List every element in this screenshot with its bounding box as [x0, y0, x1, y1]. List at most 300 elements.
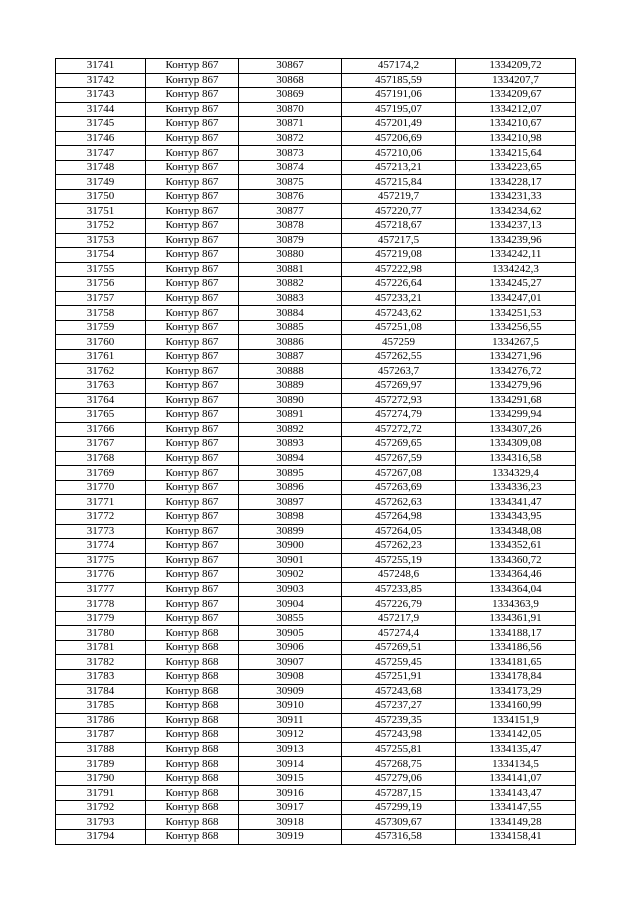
x-coordinate-cell: 457243,98: [342, 728, 456, 743]
contour-name-cell: Контур 867: [146, 233, 239, 248]
contour-name-cell: Контур 868: [146, 699, 239, 714]
vertex-number-cell: 30882: [239, 277, 342, 292]
y-coordinate-cell: 1334181,65: [456, 655, 576, 670]
table-row: [56, 626, 576, 641]
y-coordinate-cell: 1334276,72: [456, 364, 576, 379]
table-row: [56, 771, 576, 786]
table-row: [56, 829, 576, 844]
x-coordinate-cell: 457279,06: [342, 771, 456, 786]
y-coordinate-cell: 1334307,26: [456, 422, 576, 437]
x-coordinate-cell: 457220,77: [342, 204, 456, 219]
contour-name-cell: Контур 867: [146, 509, 239, 524]
contour-name-cell: Контур 867: [146, 422, 239, 437]
vertex-number-cell: 30883: [239, 291, 342, 306]
vertex-number-cell: 30918: [239, 815, 342, 830]
table-row: [56, 59, 576, 74]
point-id-cell: 31769: [56, 466, 146, 481]
x-coordinate-cell: 457217,9: [342, 611, 456, 626]
contour-name-cell: Контур 867: [146, 451, 239, 466]
contour-name-cell: Контур 867: [146, 611, 239, 626]
table-row: [56, 684, 576, 699]
y-coordinate-cell: 1334271,96: [456, 349, 576, 364]
contour-name-cell: Контур 867: [146, 349, 239, 364]
table-row: [56, 364, 576, 379]
vertex-number-cell: 30855: [239, 611, 342, 626]
contour-name-cell: Контур 867: [146, 117, 239, 132]
table-row: [56, 728, 576, 743]
contour-name-cell: Контур 867: [146, 160, 239, 175]
y-coordinate-cell: 1334251,53: [456, 306, 576, 321]
table-row: [56, 379, 576, 394]
vertex-number-cell: 30886: [239, 335, 342, 350]
vertex-number-cell: 30894: [239, 451, 342, 466]
x-coordinate-cell: 457262,63: [342, 495, 456, 510]
contour-name-cell: Контур 867: [146, 102, 239, 117]
x-coordinate-cell: 457206,69: [342, 131, 456, 146]
point-id-cell: 31749: [56, 175, 146, 190]
y-coordinate-cell: 1334186,56: [456, 640, 576, 655]
contour-name-cell: Контур 867: [146, 277, 239, 292]
x-coordinate-cell: 457191,06: [342, 88, 456, 103]
point-id-cell: 31784: [56, 684, 146, 699]
y-coordinate-cell: 1334343,95: [456, 509, 576, 524]
x-coordinate-cell: 457309,67: [342, 815, 456, 830]
x-coordinate-cell: 457219,7: [342, 189, 456, 204]
y-coordinate-cell: 1334348,08: [456, 524, 576, 539]
contour-name-cell: Контур 867: [146, 306, 239, 321]
x-coordinate-cell: 457287,15: [342, 786, 456, 801]
y-coordinate-cell: 1334231,33: [456, 189, 576, 204]
table-row: [56, 553, 576, 568]
point-id-cell: 31741: [56, 59, 146, 74]
vertex-number-cell: 30903: [239, 582, 342, 597]
table-row: [56, 422, 576, 437]
x-coordinate-cell: 457195,07: [342, 102, 456, 117]
contour-name-cell: Контур 867: [146, 466, 239, 481]
x-coordinate-cell: 457174,2: [342, 59, 456, 74]
x-coordinate-cell: 457226,79: [342, 597, 456, 612]
point-id-cell: 31745: [56, 117, 146, 132]
y-coordinate-cell: 1334279,96: [456, 379, 576, 394]
vertex-number-cell: 30917: [239, 800, 342, 815]
vertex-number-cell: 30873: [239, 146, 342, 161]
x-coordinate-cell: 457185,59: [342, 73, 456, 88]
vertex-number-cell: 30897: [239, 495, 342, 510]
x-coordinate-cell: 457217,5: [342, 233, 456, 248]
table-row: [56, 509, 576, 524]
x-coordinate-cell: 457218,67: [342, 219, 456, 234]
point-id-cell: 31747: [56, 146, 146, 161]
x-coordinate-cell: 457264,05: [342, 524, 456, 539]
point-id-cell: 31748: [56, 160, 146, 175]
y-coordinate-cell: 1334242,3: [456, 262, 576, 277]
table-row: [56, 248, 576, 263]
point-id-cell: 31779: [56, 611, 146, 626]
y-coordinate-cell: 1334352,61: [456, 539, 576, 554]
vertex-number-cell: 30888: [239, 364, 342, 379]
y-coordinate-cell: 1334160,99: [456, 699, 576, 714]
point-id-cell: 31771: [56, 495, 146, 510]
y-coordinate-cell: 1334247,01: [456, 291, 576, 306]
point-id-cell: 31757: [56, 291, 146, 306]
vertex-number-cell: 30914: [239, 757, 342, 772]
point-id-cell: 31788: [56, 742, 146, 757]
table-row: [56, 146, 576, 161]
x-coordinate-cell: 457316,58: [342, 829, 456, 844]
x-coordinate-cell: 457299,19: [342, 800, 456, 815]
point-id-cell: 31772: [56, 509, 146, 524]
table-row: [56, 102, 576, 117]
point-id-cell: 31761: [56, 349, 146, 364]
y-coordinate-cell: 1334209,72: [456, 59, 576, 74]
vertex-number-cell: 30902: [239, 568, 342, 583]
contour-name-cell: Контур 867: [146, 408, 239, 423]
vertex-number-cell: 30868: [239, 73, 342, 88]
contour-name-cell: Контур 868: [146, 771, 239, 786]
table-row: [56, 466, 576, 481]
contour-name-cell: Контур 868: [146, 757, 239, 772]
x-coordinate-cell: 457269,97: [342, 379, 456, 394]
y-coordinate-cell: 1334316,58: [456, 451, 576, 466]
y-coordinate-cell: 1334210,67: [456, 117, 576, 132]
table-row: [56, 437, 576, 452]
table-row: [56, 189, 576, 204]
vertex-number-cell: 30892: [239, 422, 342, 437]
y-coordinate-cell: 1334299,94: [456, 408, 576, 423]
x-coordinate-cell: 457219,08: [342, 248, 456, 263]
y-coordinate-cell: 1334188,17: [456, 626, 576, 641]
y-coordinate-cell: 1334291,68: [456, 393, 576, 408]
table-row: [56, 451, 576, 466]
table-row: [56, 713, 576, 728]
vertex-number-cell: 30890: [239, 393, 342, 408]
x-coordinate-cell: 457248,6: [342, 568, 456, 583]
vertex-number-cell: 30869: [239, 88, 342, 103]
contour-name-cell: Контур 867: [146, 146, 239, 161]
x-coordinate-cell: 457269,65: [342, 437, 456, 452]
y-coordinate-cell: 1334234,62: [456, 204, 576, 219]
y-coordinate-cell: 1334360,72: [456, 553, 576, 568]
x-coordinate-cell: 457255,19: [342, 553, 456, 568]
y-coordinate-cell: 1334151,9: [456, 713, 576, 728]
point-id-cell: 31762: [56, 364, 146, 379]
y-coordinate-cell: 1334210,98: [456, 131, 576, 146]
table-row: [56, 131, 576, 146]
x-coordinate-cell: 457215,84: [342, 175, 456, 190]
y-coordinate-cell: 1334329,4: [456, 466, 576, 481]
y-coordinate-cell: 1334147,55: [456, 800, 576, 815]
table-row: [56, 320, 576, 335]
point-id-cell: 31766: [56, 422, 146, 437]
y-coordinate-cell: 1334207,7: [456, 73, 576, 88]
table-row: [56, 495, 576, 510]
table-row: [56, 800, 576, 815]
y-coordinate-cell: 1334364,46: [456, 568, 576, 583]
contour-name-cell: Контур 868: [146, 800, 239, 815]
y-coordinate-cell: 1334143,47: [456, 786, 576, 801]
y-coordinate-cell: 1334245,27: [456, 277, 576, 292]
contour-name-cell: Контур 867: [146, 320, 239, 335]
x-coordinate-cell: 457251,08: [342, 320, 456, 335]
point-id-cell: 31791: [56, 786, 146, 801]
point-id-cell: 31759: [56, 320, 146, 335]
contour-name-cell: Контур 868: [146, 713, 239, 728]
point-id-cell: 31782: [56, 655, 146, 670]
table-row: [56, 306, 576, 321]
x-coordinate-cell: 457213,21: [342, 160, 456, 175]
vertex-number-cell: 30910: [239, 699, 342, 714]
x-coordinate-cell: 457263,7: [342, 364, 456, 379]
contour-name-cell: Контур 867: [146, 553, 239, 568]
x-coordinate-cell: 457268,75: [342, 757, 456, 772]
y-coordinate-cell: 1334239,96: [456, 233, 576, 248]
x-coordinate-cell: 457201,49: [342, 117, 456, 132]
table-row: [56, 669, 576, 684]
point-id-cell: 31781: [56, 640, 146, 655]
contour-name-cell: Контур 867: [146, 219, 239, 234]
contour-name-cell: Контур 867: [146, 262, 239, 277]
point-id-cell: 31768: [56, 451, 146, 466]
vertex-number-cell: 30919: [239, 829, 342, 844]
y-coordinate-cell: 1334336,23: [456, 480, 576, 495]
vertex-number-cell: 30913: [239, 742, 342, 757]
table-row: [56, 349, 576, 364]
contour-name-cell: Контур 867: [146, 379, 239, 394]
table-row: [56, 742, 576, 757]
vertex-number-cell: 30867: [239, 59, 342, 74]
point-id-cell: 31786: [56, 713, 146, 728]
table-row: [56, 204, 576, 219]
x-coordinate-cell: 457251,91: [342, 669, 456, 684]
point-id-cell: 31753: [56, 233, 146, 248]
point-id-cell: 31794: [56, 829, 146, 844]
table-row: [56, 757, 576, 772]
vertex-number-cell: 30880: [239, 248, 342, 263]
vertex-number-cell: 30907: [239, 655, 342, 670]
point-id-cell: 31776: [56, 568, 146, 583]
point-id-cell: 31789: [56, 757, 146, 772]
contour-name-cell: Контур 868: [146, 655, 239, 670]
vertex-number-cell: 30906: [239, 640, 342, 655]
contour-name-cell: Контур 867: [146, 175, 239, 190]
point-id-cell: 31751: [56, 204, 146, 219]
point-id-cell: 31750: [56, 189, 146, 204]
table-row: [56, 233, 576, 248]
point-id-cell: 31756: [56, 277, 146, 292]
x-coordinate-cell: 457233,85: [342, 582, 456, 597]
contour-name-cell: Контур 867: [146, 364, 239, 379]
contour-name-cell: Контур 868: [146, 684, 239, 699]
vertex-number-cell: 30911: [239, 713, 342, 728]
x-coordinate-cell: 457267,59: [342, 451, 456, 466]
table-row: [56, 524, 576, 539]
contour-name-cell: Контур 867: [146, 59, 239, 74]
coordinates-table-body: [56, 59, 576, 845]
y-coordinate-cell: 1334363,9: [456, 597, 576, 612]
contour-name-cell: Контур 867: [146, 568, 239, 583]
contour-name-cell: Контур 867: [146, 73, 239, 88]
vertex-number-cell: 30896: [239, 480, 342, 495]
vertex-number-cell: 30872: [239, 131, 342, 146]
vertex-number-cell: 30875: [239, 175, 342, 190]
vertex-number-cell: 30908: [239, 669, 342, 684]
x-coordinate-cell: 457243,68: [342, 684, 456, 699]
y-coordinate-cell: 1334223,65: [456, 160, 576, 175]
x-coordinate-cell: 457233,21: [342, 291, 456, 306]
x-coordinate-cell: 457264,98: [342, 509, 456, 524]
y-coordinate-cell: 1334141,07: [456, 771, 576, 786]
table-row: [56, 568, 576, 583]
contour-name-cell: Контур 867: [146, 582, 239, 597]
x-coordinate-cell: 457272,93: [342, 393, 456, 408]
vertex-number-cell: 30874: [239, 160, 342, 175]
vertex-number-cell: 30885: [239, 320, 342, 335]
contour-name-cell: Контур 867: [146, 539, 239, 554]
vertex-number-cell: 30884: [239, 306, 342, 321]
point-id-cell: 31742: [56, 73, 146, 88]
x-coordinate-cell: 457243,62: [342, 306, 456, 321]
contour-name-cell: Контур 867: [146, 291, 239, 306]
table-row: [56, 655, 576, 670]
y-coordinate-cell: 1334228,17: [456, 175, 576, 190]
table-row: [56, 117, 576, 132]
contour-name-cell: Контур 868: [146, 640, 239, 655]
vertex-number-cell: 30878: [239, 219, 342, 234]
vertex-number-cell: 30870: [239, 102, 342, 117]
contour-name-cell: Контур 868: [146, 669, 239, 684]
contour-name-cell: Контур 867: [146, 437, 239, 452]
x-coordinate-cell: 457269,51: [342, 640, 456, 655]
point-id-cell: 31787: [56, 728, 146, 743]
table-row: [56, 88, 576, 103]
table-row: [56, 786, 576, 801]
y-coordinate-cell: 1334173,29: [456, 684, 576, 699]
table-row: [56, 160, 576, 175]
vertex-number-cell: 30916: [239, 786, 342, 801]
x-coordinate-cell: 457259: [342, 335, 456, 350]
x-coordinate-cell: 457272,72: [342, 422, 456, 437]
x-coordinate-cell: 457226,64: [342, 277, 456, 292]
contour-name-cell: Контур 868: [146, 626, 239, 641]
y-coordinate-cell: 1334309,08: [456, 437, 576, 452]
table-row: [56, 219, 576, 234]
vertex-number-cell: 30895: [239, 466, 342, 481]
y-coordinate-cell: 1334158,41: [456, 829, 576, 844]
table-row: [56, 262, 576, 277]
vertex-number-cell: 30887: [239, 349, 342, 364]
contour-name-cell: Контур 867: [146, 524, 239, 539]
y-coordinate-cell: 1334178,84: [456, 669, 576, 684]
table-row: [56, 408, 576, 423]
contour-name-cell: Контур 868: [146, 815, 239, 830]
point-id-cell: 31778: [56, 597, 146, 612]
x-coordinate-cell: 457263,69: [342, 480, 456, 495]
y-coordinate-cell: 1334242,11: [456, 248, 576, 263]
y-coordinate-cell: 1334134,5: [456, 757, 576, 772]
vertex-number-cell: 30877: [239, 204, 342, 219]
y-coordinate-cell: 1334215,64: [456, 146, 576, 161]
point-id-cell: 31773: [56, 524, 146, 539]
table-row: [56, 539, 576, 554]
table-row: [56, 393, 576, 408]
x-coordinate-cell: 457259,45: [342, 655, 456, 670]
contour-name-cell: Контур 867: [146, 248, 239, 263]
point-id-cell: 31790: [56, 771, 146, 786]
vertex-number-cell: 30899: [239, 524, 342, 539]
x-coordinate-cell: 457267,08: [342, 466, 456, 481]
vertex-number-cell: 30889: [239, 379, 342, 394]
vertex-number-cell: 30912: [239, 728, 342, 743]
contour-name-cell: Контур 867: [146, 204, 239, 219]
vertex-number-cell: 30901: [239, 553, 342, 568]
y-coordinate-cell: 1334212,07: [456, 102, 576, 117]
table-row: [56, 335, 576, 350]
point-id-cell: 31780: [56, 626, 146, 641]
x-coordinate-cell: 457262,23: [342, 539, 456, 554]
point-id-cell: 31767: [56, 437, 146, 452]
point-id-cell: 31777: [56, 582, 146, 597]
y-coordinate-cell: 1334135,47: [456, 742, 576, 757]
point-id-cell: 31746: [56, 131, 146, 146]
table-row: [56, 640, 576, 655]
point-id-cell: 31754: [56, 248, 146, 263]
vertex-number-cell: 30871: [239, 117, 342, 132]
x-coordinate-cell: 457274,4: [342, 626, 456, 641]
y-coordinate-cell: 1334149,28: [456, 815, 576, 830]
point-id-cell: 31783: [56, 669, 146, 684]
y-coordinate-cell: 1334256,55: [456, 320, 576, 335]
y-coordinate-cell: 1334361,91: [456, 611, 576, 626]
contour-name-cell: Контур 868: [146, 728, 239, 743]
y-coordinate-cell: 1334142,05: [456, 728, 576, 743]
table-row: [56, 582, 576, 597]
x-coordinate-cell: 457237,27: [342, 699, 456, 714]
vertex-number-cell: 30915: [239, 771, 342, 786]
contour-name-cell: Контур 868: [146, 742, 239, 757]
table-row: [56, 597, 576, 612]
y-coordinate-cell: 1334364,04: [456, 582, 576, 597]
point-id-cell: 31758: [56, 306, 146, 321]
point-id-cell: 31743: [56, 88, 146, 103]
point-id-cell: 31775: [56, 553, 146, 568]
y-coordinate-cell: 1334341,47: [456, 495, 576, 510]
table-row: [56, 291, 576, 306]
x-coordinate-cell: 457222,98: [342, 262, 456, 277]
point-id-cell: 31744: [56, 102, 146, 117]
vertex-number-cell: 30904: [239, 597, 342, 612]
point-id-cell: 31793: [56, 815, 146, 830]
vertex-number-cell: 30881: [239, 262, 342, 277]
vertex-number-cell: 30891: [239, 408, 342, 423]
x-coordinate-cell: 457210,06: [342, 146, 456, 161]
point-id-cell: 31792: [56, 800, 146, 815]
y-coordinate-cell: 1334267,5: [456, 335, 576, 350]
x-coordinate-cell: 457255,81: [342, 742, 456, 757]
point-id-cell: 31785: [56, 699, 146, 714]
vertex-number-cell: 30900: [239, 539, 342, 554]
point-id-cell: 31770: [56, 480, 146, 495]
coordinates-table: [55, 58, 576, 845]
contour-name-cell: Контур 868: [146, 786, 239, 801]
x-coordinate-cell: 457239,35: [342, 713, 456, 728]
contour-name-cell: Контур 867: [146, 480, 239, 495]
contour-name-cell: Контур 867: [146, 189, 239, 204]
vertex-number-cell: 30909: [239, 684, 342, 699]
vertex-number-cell: 30879: [239, 233, 342, 248]
contour-name-cell: Контур 867: [146, 335, 239, 350]
contour-name-cell: Контур 867: [146, 597, 239, 612]
table-row: [56, 480, 576, 495]
